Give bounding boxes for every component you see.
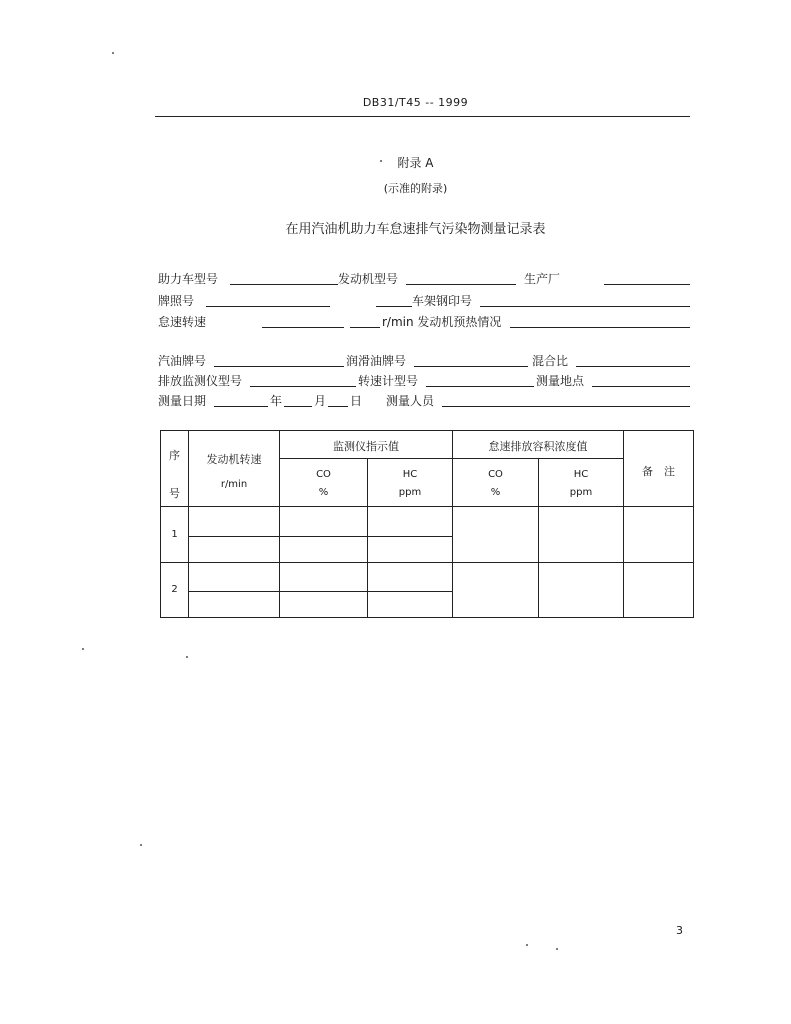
header-seq-top: 序	[169, 449, 180, 462]
blank-month	[284, 406, 312, 407]
label-fuel-grade: 汽油牌号	[158, 354, 207, 368]
scan-speck	[556, 948, 558, 950]
header-monitor-group: 监测仪指示值	[333, 440, 399, 453]
field-row-plate	[158, 292, 690, 308]
header-corrected-group: 怠速排放容积浓度值	[488, 440, 588, 453]
header-corrected-hc: HC	[573, 469, 589, 480]
field-row-date	[158, 392, 690, 408]
blank-manufacturer	[604, 284, 690, 285]
blank-frame-stamp	[480, 306, 690, 307]
appendix-note: (示准的附录)	[383, 182, 448, 195]
blank-year	[214, 406, 268, 407]
field-row-idle	[158, 313, 690, 329]
blank-analyzer-model	[250, 386, 356, 387]
blank-preheat	[510, 327, 690, 328]
header-monitor-hc-unit: ppm	[398, 487, 422, 498]
table-hline-row1-split	[188, 536, 452, 537]
header-seq-bottom: 号	[169, 487, 180, 500]
blank-lubricant-grade	[414, 366, 528, 367]
row-2-seq: 2	[171, 584, 178, 595]
field-row-fuel	[158, 352, 690, 368]
label-frame-stamp: 车架钢印号	[412, 294, 473, 308]
blank-tachometer-model	[426, 386, 534, 387]
scan-speck	[82, 648, 84, 650]
table-hline-row2-split	[188, 591, 452, 592]
scan-speck	[140, 844, 142, 846]
blank-plate-extra	[376, 306, 412, 307]
header-engine-speed: 发动机转速	[206, 453, 262, 466]
label-plate-number: 牌照号	[158, 294, 195, 308]
label-day: 日	[350, 394, 363, 408]
label-preheat: r/min 发动机预热情况	[382, 315, 502, 329]
record-table	[160, 430, 694, 618]
appendix-title: 附录 A	[397, 156, 434, 170]
label-analyzer-model: 排放监测仪型号	[158, 374, 243, 388]
header-corrected-co-unit: %	[490, 487, 501, 498]
label-manufacturer: 生产厂	[524, 272, 561, 286]
label-vehicle-model: 助力车型号	[158, 272, 219, 286]
header-remark: 备 注	[642, 465, 675, 478]
header-corrected-co: CO	[488, 469, 503, 480]
table-hline-header	[161, 506, 693, 507]
scan-speck	[380, 160, 382, 162]
header-monitor-co: CO	[316, 469, 331, 480]
blank-idle-speed	[262, 327, 344, 328]
table-hline-row1-end	[161, 562, 693, 563]
label-month: 月	[314, 394, 327, 408]
header-engine-speed-unit: r/min	[220, 479, 248, 490]
scan-speck	[186, 656, 188, 658]
blank-fuel-grade	[214, 366, 344, 367]
field-row-vehicle	[158, 270, 690, 286]
blank-vehicle-model	[230, 284, 338, 285]
table-vline-corrected-mid	[538, 458, 539, 617]
field-row-instrument	[158, 372, 690, 388]
blank-day	[328, 406, 348, 407]
scan-speck	[112, 52, 114, 54]
row-1-seq: 1	[171, 529, 178, 540]
label-lubricant-grade: 润滑油牌号	[346, 354, 407, 368]
label-tester: 测量人员	[386, 394, 435, 408]
table-vline-monitor-mid	[367, 458, 368, 617]
header-monitor-hc: HC	[402, 469, 418, 480]
label-tachometer-model: 转速计型号	[358, 374, 419, 388]
page-number: 3	[676, 924, 683, 937]
form-title: 在用汽油机助力车怠速排气污染物测量记录表	[285, 222, 546, 237]
table-vline-remark	[623, 431, 624, 617]
label-year: 年	[270, 394, 283, 408]
header-monitor-co-unit: %	[318, 487, 329, 498]
header-rule	[155, 116, 690, 117]
blank-mix-ratio	[576, 366, 690, 367]
label-mix-ratio: 混合比	[532, 354, 569, 368]
table-hline-group	[279, 458, 623, 459]
blank-test-location	[592, 386, 690, 387]
blank-idle-speed-extra	[350, 327, 380, 328]
header-corrected-hc-unit: ppm	[569, 487, 593, 498]
label-engine-model: 发动机型号	[338, 272, 399, 286]
blank-engine-model	[406, 284, 516, 285]
blank-tester	[442, 406, 690, 407]
standard-code: DB31/T45 -- 1999	[362, 96, 469, 109]
label-test-date: 测量日期	[158, 394, 207, 408]
scan-speck	[526, 944, 528, 946]
label-test-location: 测量地点	[536, 374, 585, 388]
blank-plate-number	[206, 306, 330, 307]
label-idle-speed: 怠速转速	[158, 315, 207, 329]
